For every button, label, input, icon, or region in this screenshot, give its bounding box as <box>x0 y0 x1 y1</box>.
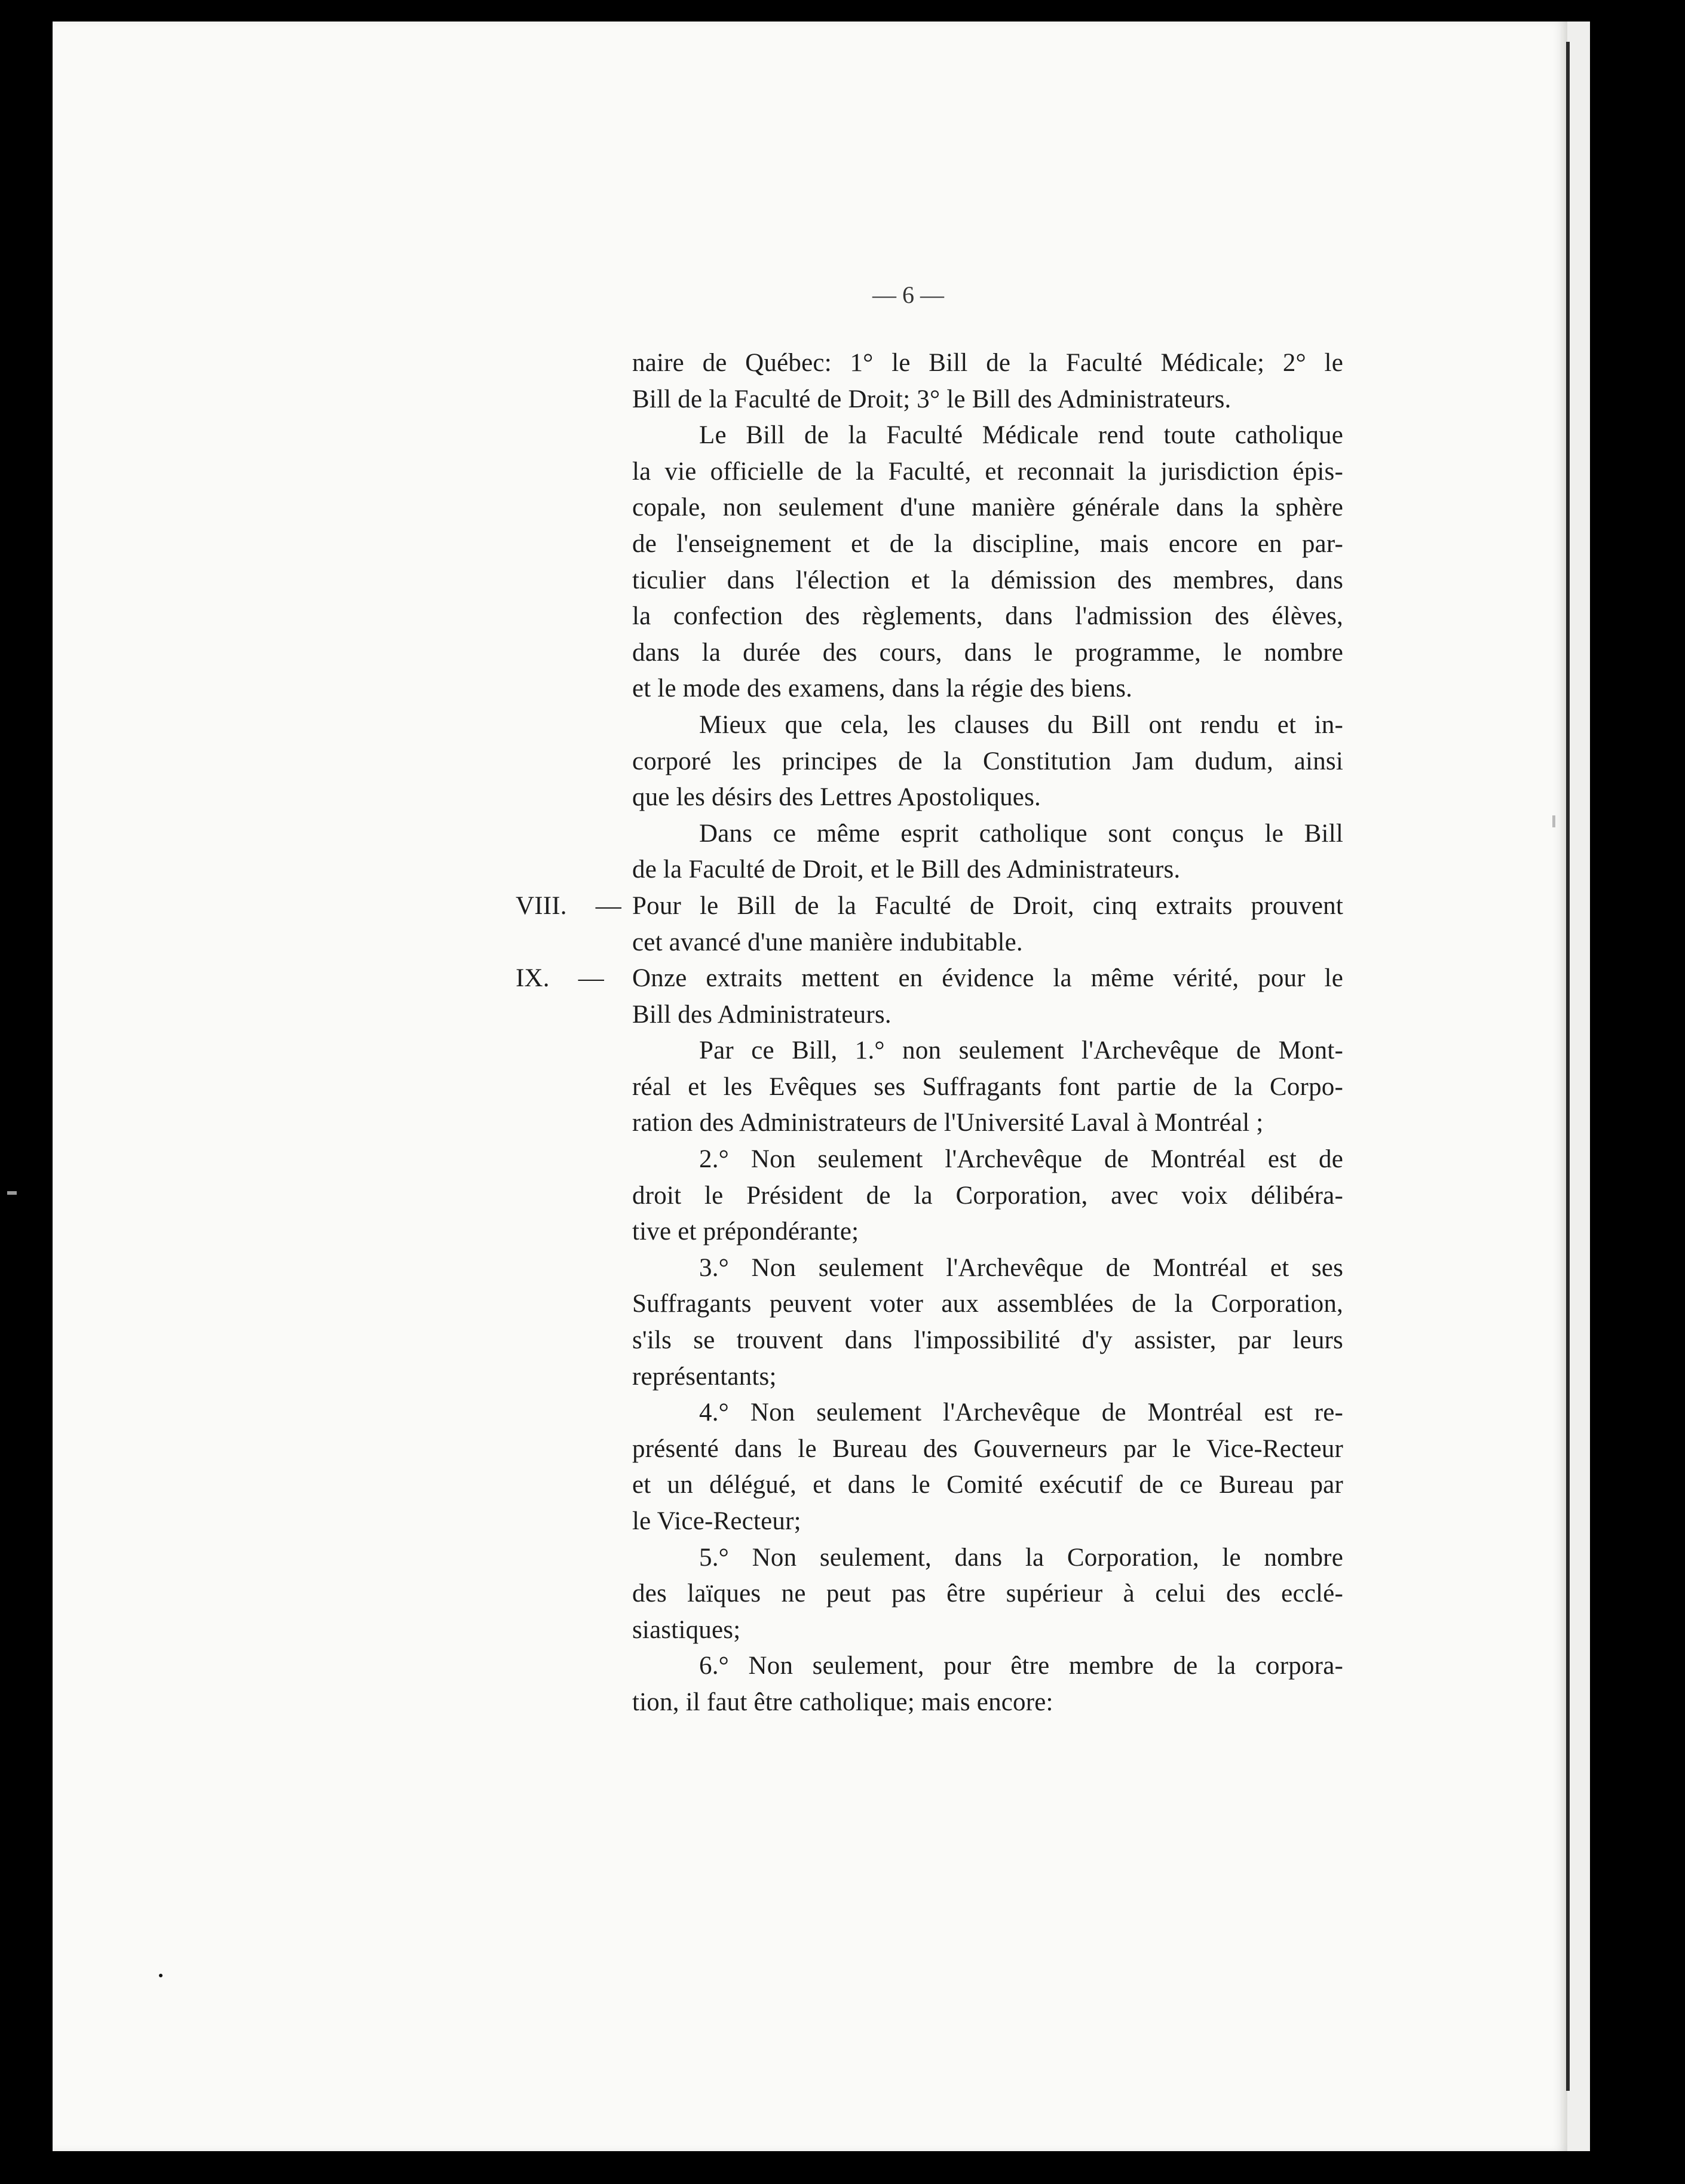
text-line: Suffragants peuvent voter aux assemblées de la Corporation, <box>632 1290 1343 1318</box>
scan-speck <box>7 1191 17 1195</box>
section-number <box>516 961 604 997</box>
text-line: Bill des Administrateurs. <box>632 1000 891 1029</box>
text-line: Le Bill de la Faculté Médicale rend toute catholique <box>699 421 1343 450</box>
text-line: 6.° Non seulement, pour être membre de la corpora- <box>699 1652 1343 1680</box>
text-line: la vie officielle de la Faculté, et reconnait la jurisdiction épis- <box>632 457 1343 486</box>
text-line: réal et les Evêques ses Suffragants font partie de la Corpo- <box>632 1072 1343 1101</box>
text-line: droit le Président de la Corporation, avec voix délibéra- <box>632 1181 1343 1210</box>
section-dash: — <box>595 891 621 920</box>
text-line: dans la durée des cours, dans le programme, le nombre <box>632 638 1343 667</box>
text-line: Onze extraits mettent en évidence la même vérité, pour le <box>632 964 1343 993</box>
text-line: de l'enseignement et de la discipline, mais encore en par- <box>632 529 1343 558</box>
text-line: et un délégué, et dans le Comité exécutif de ce Bureau par <box>632 1471 1343 1499</box>
text-line: et le mode des examens, dans la régie des biens. <box>632 674 1133 703</box>
text-line: représentants; <box>632 1362 777 1391</box>
body-text <box>516 345 1343 1721</box>
text-line: tive et prépondérante; <box>632 1217 859 1246</box>
text-line: 3.° Non seulement l'Archevêque de Montréal et ses <box>699 1253 1343 1282</box>
text-line: Dans ce même esprit catholique sont conçus le Bill <box>699 819 1343 848</box>
text-line: la confection des règlements, dans l'admission des élèves, <box>632 602 1343 631</box>
text-line: 5.° Non seulement, dans la Corporation, le nombre <box>699 1543 1343 1572</box>
text-line: 2.° Non seulement l'Archevêque de Montréal est de <box>699 1145 1343 1174</box>
section-viii <box>516 888 1343 961</box>
text-line: siastiques; <box>632 1615 741 1644</box>
text-line: que les désirs des Lettres Apostoliques. <box>632 783 1041 812</box>
text-line: s'ils se trouvent dans l'impossibilité d'y assister, par leurs <box>632 1326 1343 1355</box>
scan-mark <box>1552 815 1555 827</box>
text-line: ration des Administrateurs de l'Université Laval à Montréal ; <box>632 1109 1264 1137</box>
text-line: copale, non seulement d'une manière générale dans la sphère <box>632 493 1343 522</box>
section-ix <box>516 961 1343 1033</box>
text-line: le Vice-Recteur; <box>632 1507 801 1535</box>
text-line: tion, il faut être catholique; mais encore: <box>632 1688 1053 1716</box>
scan-speck <box>159 1974 163 1977</box>
section-numeral: IX. <box>516 964 550 993</box>
text-line: 4.° Non seulement l'Archevêque de Montréal est re- <box>699 1398 1343 1427</box>
text-line: Pour le Bill de la Faculté de Droit, cinq extraits prouvent <box>632 891 1343 920</box>
text-line: naire de Québec: 1° le Bill de la Faculté Médicale; 2° le <box>632 349 1343 377</box>
text-line: Bill de la Faculté de Droit; 3° le Bill des Administrateurs. <box>632 385 1231 413</box>
text-line: présenté dans le Bureau des Gouverneurs par le Vice-Recteur <box>632 1434 1343 1463</box>
text-line: ticulier dans l'élection et la démission des membres, dans <box>632 566 1343 594</box>
text-line: corporé les principes de la Constitution Jam dudum, ainsi <box>632 747 1343 775</box>
text-line: de la Faculté de Droit, et le Bill des Administrateurs. <box>632 855 1181 884</box>
section-number <box>516 888 621 925</box>
section-dash: — <box>578 964 604 993</box>
text-line: des laïques ne peut pas être supérieur à celui des ecclé- <box>632 1579 1343 1608</box>
binding-shadow <box>1566 42 1570 2091</box>
text-line: Par ce Bill, 1.° non seulement l'Archevêque de Mont- <box>699 1036 1343 1065</box>
text-line: cet avancé d'une manière indubitable. <box>632 928 1023 956</box>
page-edge <box>1567 22 1590 2151</box>
text-line: Mieux que cela, les clauses du Bill ont rendu et in- <box>699 710 1343 739</box>
section-numeral: VIII. <box>516 891 567 920</box>
page-number: — 6 — <box>872 281 944 308</box>
